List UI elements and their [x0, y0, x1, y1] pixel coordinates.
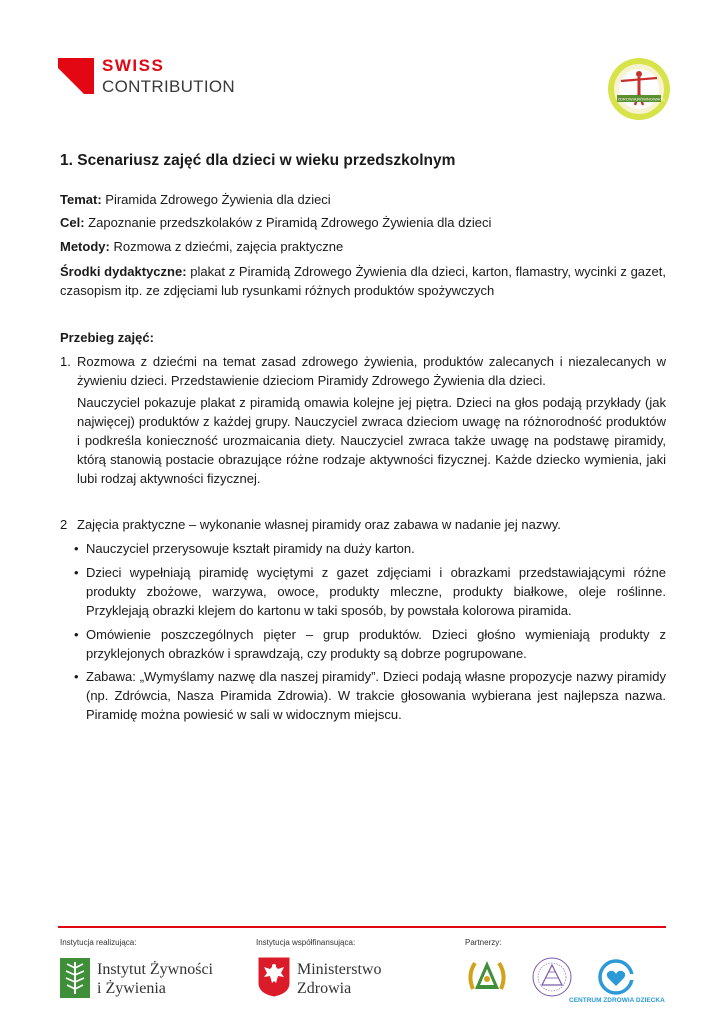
label-wspolfinansujaca: Instytucja współfinansująca: — [256, 938, 356, 947]
bullet-text: Omówienie poszczególnych pięter – grup produktów. Dzieci głośno wymieniają produkty z przyklejonych obrazków i sprawdzają, czy produkty są dobrze pogrupowane. — [86, 627, 666, 661]
brand-word-swiss: SWISS — [102, 56, 165, 75]
page-title: 1. Scenariusz zajęć dla dzieci w wieku przedszkolnym — [60, 152, 456, 169]
label-realizujaca: Instytucja realizująca: — [60, 938, 137, 947]
label-partnerzy: Partnerzy: — [465, 938, 502, 947]
step-2 — [60, 515, 666, 534]
izz-name-line1: Instytut Żywności — [97, 961, 213, 978]
izz-name-line2: i Żywienia — [97, 980, 166, 997]
brand-word-contribution: CONTRIBUTION — [102, 77, 235, 96]
temat-label: Temat: — [60, 192, 102, 207]
partner-society-pyramid-logo — [528, 956, 576, 998]
cel-label: Cel: — [60, 215, 85, 230]
przebieg-heading: Przebieg zajęć: — [60, 330, 154, 345]
step-1-paragraph — [60, 393, 666, 488]
bullet-item — [74, 667, 666, 724]
zr-logo-right-text: RÓWNOWAGĘ — [637, 96, 665, 102]
temat-value: Piramida Zdrowego Żywienia dla dzieci — [101, 192, 331, 207]
swiss-contribution-logo — [58, 56, 258, 100]
metody-value: Rozmowa z dziećmi, zajęcia praktyczne — [109, 239, 344, 254]
bullet-text: Dzieci wypełniają piramidę wyciętymi z gazet zdjęciami i obrazkami przedstawiającymi różne produkty zbożowe, warzywa, owoce, produkty mleczne, produkty białkowe, oleje roślinne. Przyklejają obrazki klejem do kartonu w taki sposób, by powstała kolorowa piramida. — [86, 565, 666, 618]
bullet-text: Zabawa: „Wymyślamy nazwę dla naszej piramidy”. Dzieci podają własne propozycje nazwy piramidy (np. Zdrówcia, Nasza Piramida Zdrowia). W trakcie głosowania wybierana jest najlepsza nazwa. Piramidę można powiesić w sali w widocznym miejscu. — [86, 669, 666, 722]
mz-name-line1: Ministerstwo — [297, 961, 382, 978]
mz-name-line2: Zdrowia — [297, 980, 352, 997]
zdrowiaj-rownowage-logo — [607, 57, 671, 121]
srodki-label: Środki dydaktyczne: — [60, 264, 187, 279]
czd-heart-logo — [596, 958, 636, 996]
polish-eagle-shield-icon — [258, 957, 290, 997]
step-1-text: Rozmowa z dziećmi na temat zasad zdrowego żywienia, produktów zalecanych i niezalecanych w żywieniu dzieci. Przedstawienie dzieciom Piramidy Zdrowego Żywienia dla dzieci. — [77, 354, 666, 388]
footer-rule — [58, 926, 666, 928]
info-srodki — [60, 262, 666, 300]
bullet-icon: • — [74, 627, 79, 642]
partner-green-wreath-logo — [465, 955, 509, 999]
step-1-number: 1. — [60, 354, 71, 369]
info-metody — [60, 237, 670, 256]
bullet-icon: • — [74, 565, 79, 580]
step-2-text: Zajęcia praktyczne – wykonanie własnej piramidy oraz zabawa w nadanie jej nazwy. — [77, 517, 561, 532]
cel-value: Zapoznanie przedszkolaków z Piramidą Zdrowego Żywienia dla dzieci — [84, 215, 492, 230]
bullet-item — [74, 539, 666, 558]
info-temat — [60, 190, 670, 209]
izz-emblem-icon — [60, 958, 90, 998]
step-2-number: 2 — [60, 517, 68, 532]
bullet-icon: • — [74, 669, 79, 684]
step-1-paragraph-text: Nauczyciel pokazuje plakat z piramidą omawia kolejne jej piętra. Dzieci na głos podają przykłady (jak najwięcej) produktów z każdej grupy. Nauczyciel zwraca dzieciom uwagę na różnorodność produktów i podkreśla konieczność urozmaicania diety. Nauczyciel zwraca także uwagę na podstawę piramidy, którą stanowią postacie obrazujące różne rodzaje aktywności fizycznej. Każde dziecko wymienia, jaki lubi rodzaj aktywności fizycznej. — [77, 395, 666, 486]
info-cel — [60, 213, 670, 232]
bullet-icon: • — [74, 541, 79, 556]
bullet-text: Nauczyciel przerysowuje kształt piramidy na duży karton. — [86, 541, 415, 556]
zr-logo-left-text: ZDROWIAJ — [617, 96, 639, 102]
czd-name: CENTRUM ZDROWIA DZIECKA — [569, 997, 665, 1004]
bullet-item — [74, 563, 666, 620]
bullet-item — [74, 625, 666, 663]
metody-label: Metody: — [60, 239, 110, 254]
swiss-flag-icon — [58, 58, 94, 94]
step-1 — [60, 352, 666, 390]
srodki-value: plakat z Piramidą Zdrowego Żywienia dla dzieci, karton, flamastry, wycinki z gazet, czasopism itp. ze zdjęciami lub rysunkami różnych produktów spożywczych — [60, 264, 666, 298]
